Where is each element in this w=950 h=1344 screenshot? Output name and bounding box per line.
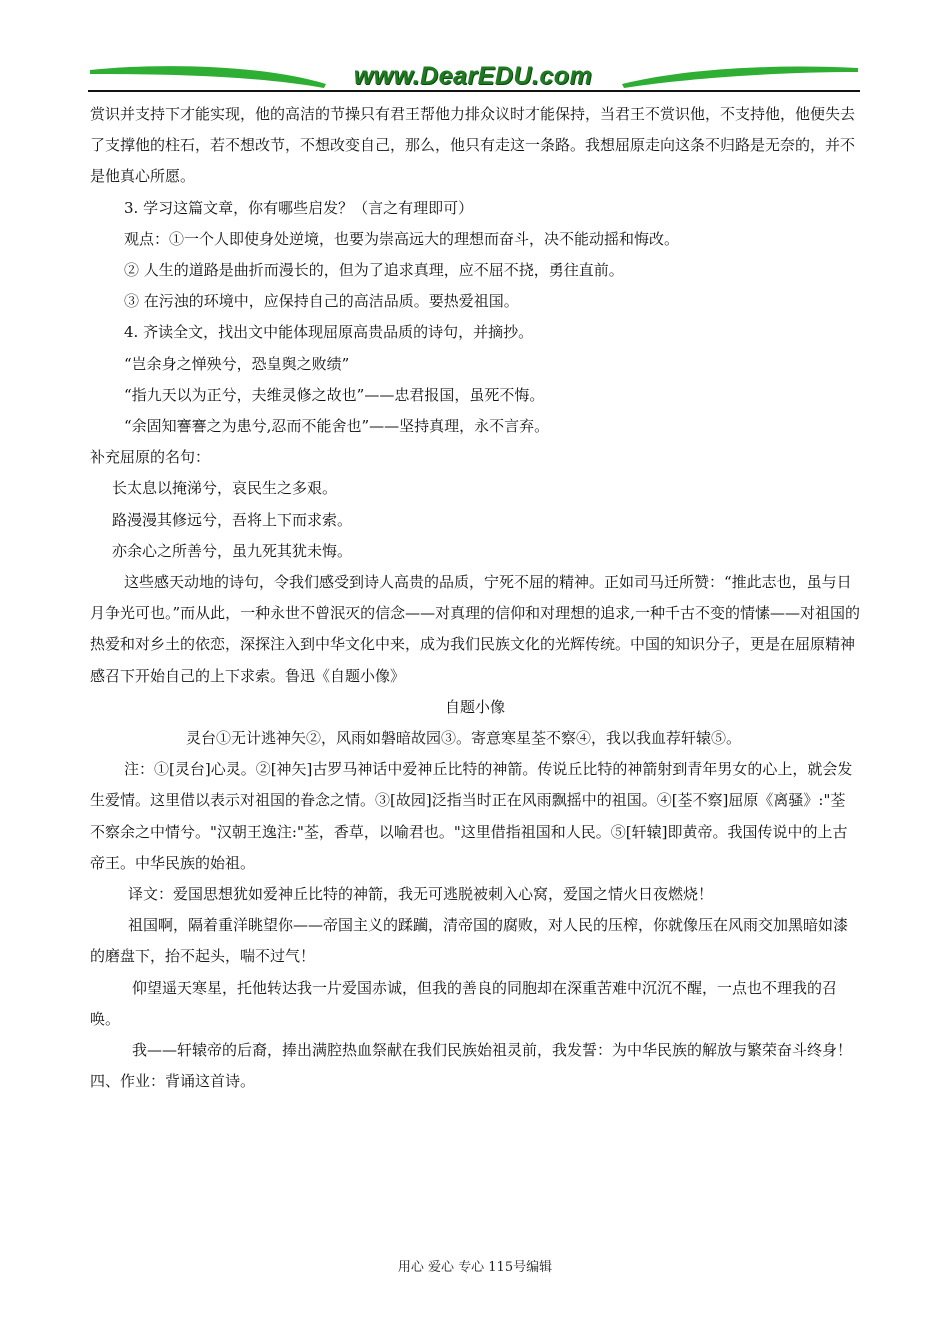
page-header (88, 60, 860, 96)
quote-line: “指九天以为正兮，夫维灵修之故也”——忠君报国，虽死不悔。 (124, 385, 545, 404)
famous-line: 路漫漫其修远兮，吾将上下而求索。 (112, 510, 353, 529)
poem-notes: 注：①[灵台]心灵。②[神矢]古罗马神话中爱神丘比特的神箭。传说丘比特的神箭射到青年男女的心上，就会发生爱情。这里借以表示对祖国的眷念之情。③[故园]泛指当时正在风雨飘摇中的祖国。④[荃不察]屈原《离骚》:"荃不察余之中情兮。"汉朝王逸注:"荃，香草，以喻君也。"这里借指祖国和人民。⑤[轩辕]即黄帝。我国传说中的上古帝王。中华民族的始祖。 (90, 760, 853, 872)
question-3: 3. 学习这篇文章，你有哪些启发？（言之有理即可） (124, 198, 474, 217)
quote-line: “岂余身之惮殃兮，恐皇舆之败绩” (124, 354, 350, 373)
page-footer: 用心 爱心 专心 115号编辑 (397, 1260, 553, 1275)
site-logo[interactable]: www.DearEDU.com (353, 62, 593, 90)
poem-title: 自题小像 (444, 697, 505, 716)
translation: 祖国啊，隔着重洋眺望你——帝国主义的蹂躏，清帝国的腐败，对人民的压榨，你就像压在风雨交加黑暗如漆的磨盘下，抬不起头，喘不过气！ (90, 916, 849, 966)
document-body (90, 99, 860, 1098)
viewpoint-3: ③ 在污浊的环境中，应保持自己的高洁品质。要热爱祖国。 (124, 292, 519, 311)
viewpoint-2: ② 人生的道路是曲折而漫长的，但为了追求真理，应不屈不挠，勇往直前。 (124, 261, 624, 280)
famous-line: 长太息以掩涕兮，哀民生之多艰。 (112, 479, 338, 498)
question-4: 4. 齐读全文，找出文中能体现屈原高贵品质的诗句，并摘抄。 (124, 323, 534, 342)
translation: 我——轩辕帝的后裔，捧出满腔热血祭献在我们民族始祖灵前，我发誓：为中华民族的解放与繁荣奋斗终身！ (132, 1041, 853, 1060)
viewpoint-1: 观点：①一个人即使身处逆境，也要为崇高远大的理想而奋斗，决不能动摇和悔改。 (124, 229, 680, 248)
quote-line: “余固知謇謇之为患兮,忍而不能舍也”——坚持真理，永不言弃。 (124, 417, 550, 436)
translation: 译文：爱国思想犹如爱神丘比特的神箭，我无可逃脱被刺入心窝，爱国之情火日夜燃烧！ (128, 885, 714, 904)
famous-line: 亦余心之所善兮，虽九死其犹未悔。 (112, 541, 353, 560)
header-divider (88, 90, 860, 92)
paragraph: 这些感天动地的诗句，令我们感受到诗人高贵的品质，宁死不屈的精神。正如司马迁所赞：“推此志也，虽与日月争光可也。”而从此，一种永世不曾泯灭的信念——对真理的信仰和对理想的追求,一种千古不变的情愫——对祖国的热爱和对乡土的依恋，深探注入到中华文化中来，成为我们民族文化的光辉传统。中国的知识分子，更是在屈原精神感召下开始自己的上下求索。鲁迅《自题小像》 (90, 573, 860, 685)
homework: 四、作业：背诵这首诗。 (90, 1072, 256, 1091)
section-heading: 补充屈原的名句： (90, 448, 211, 467)
paragraph: 赏识并支持下才能实现，他的高洁的节操只有君王帮他力排众议时才能保持，当君王不赏识他，不支持他，他便失去了支撑他的柱石，若不想改节，不想改变自己，那么，他只有走这一条路。我想屈原走向这条不归路是无奈的，并不是他真心所愿。 (90, 105, 856, 186)
poem-text: 灵台①无计逃神矢②，风雨如磐暗故园③。寄意寒星荃不察④，我以我血荐轩辕⑤。 (186, 729, 742, 748)
translation: 仰望遥天寒星，托他转达我一片爱国赤诚，但我的善良的同胞却在深重苦难中沉沉不醒，一点也不理我的召唤。 (90, 978, 838, 1028)
